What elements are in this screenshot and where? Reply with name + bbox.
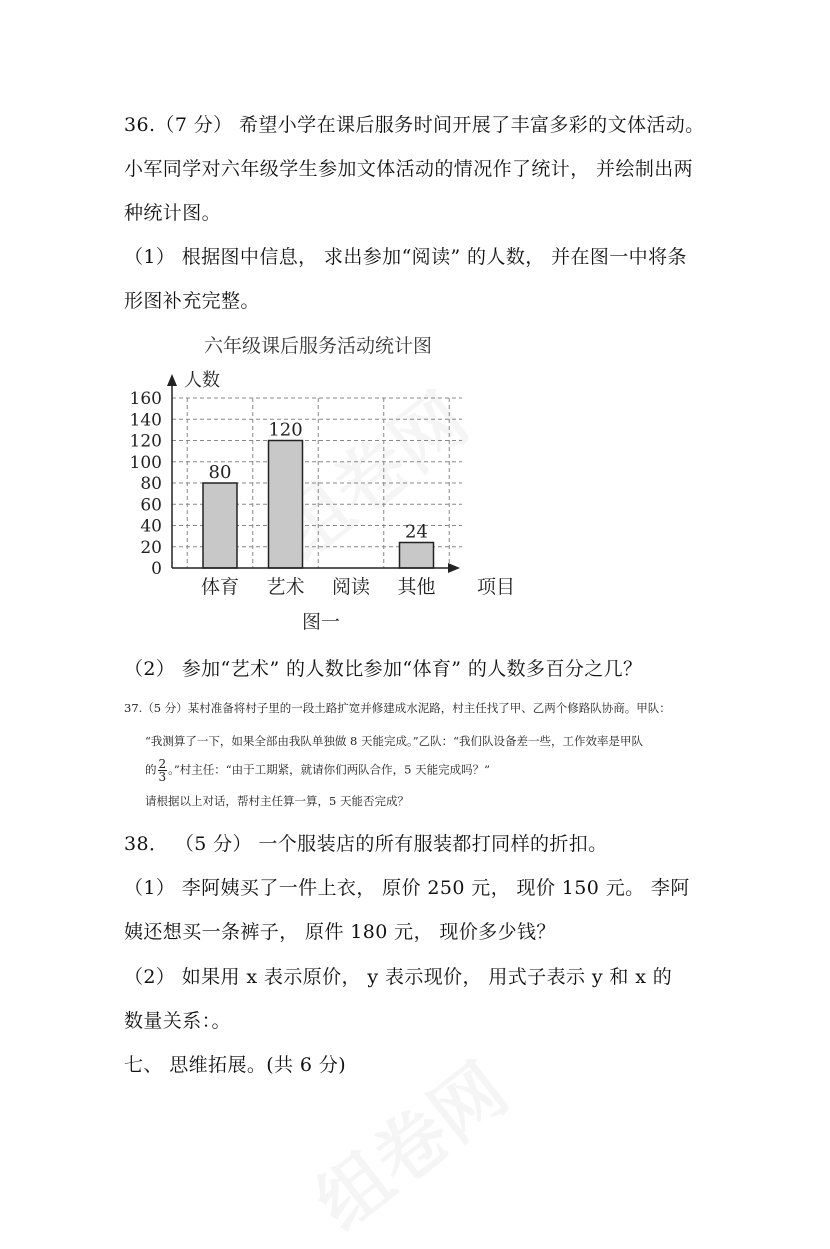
q36-part1-line-2: 形图补充完整。 (124, 290, 260, 312)
q37-line-4: 请根据以上对话，帮村主任算一算，5 天能否完成？ (145, 794, 409, 808)
q38-part1-line-2: 姨还想买一条裤子， 原件 180 元， 现价多少钱？ (124, 921, 556, 943)
q37-line-3-pre: 的 (145, 762, 157, 777)
q36-part1-line-1: （1） 根据图中信息， 求出参加“阅读” 的人数， 并在图一中将条 (124, 246, 687, 268)
section-7-title: 七、 思维拓展。(共 6 分) (124, 1054, 347, 1076)
y-tick-label: 0 (151, 559, 162, 579)
q36-text-line-2: 小军同学对六年级学生参加文体活动的情况作了统计， 并绘制出两 (124, 158, 694, 180)
q36-text-line-1: 36.（7 分） 希望小学在课后服务时间开展了丰富多彩的文体活动。 (124, 114, 705, 136)
q38-part1-line-1: （1） 李阿姨买了一件上衣， 原价 250 元， 现价 150 元。 李阿 (124, 877, 690, 899)
x-category-label: 艺术 (266, 576, 305, 598)
y-tick-label: 100 (129, 452, 162, 473)
chart-caption: 图一 (301, 611, 341, 633)
x-category-label: 体育 (200, 576, 240, 598)
fraction-denominator: 3 (158, 770, 167, 784)
q38-text-line-1: 38． （5 分） 一个服装店的所有服装都打同样的折扣。 (124, 833, 608, 855)
data-label: 24 (405, 521, 428, 543)
y-tick-label: 120 (129, 431, 162, 452)
y-tick-label: 140 (129, 410, 162, 431)
x-category-label: 阅读 (331, 576, 371, 598)
y-axis-arrow (167, 374, 177, 386)
q38-part2-line-1: （2） 如果用 x 表示原价， y 表示现价， 用式子表示 y 和 x 的 (124, 966, 673, 988)
fraction-numerator: 2 (158, 757, 167, 771)
fraction-two-thirds (158, 758, 168, 783)
q38-part2-line-2: 数量关系：。 (124, 1010, 231, 1032)
q36-part2: （2） 参加“艺术” 的人数比参加“体育” 的人数多百分之几？ (124, 658, 643, 680)
bar-其他 (400, 543, 434, 569)
bar-chart (118, 322, 558, 634)
q36-text-line-3: 种统计图。 (124, 202, 222, 224)
x-axis-label: 项目 (476, 576, 516, 598)
q37-line-2: “我测算了一下，如果全部由我队单独做 8 天能完成。”乙队：“我们队设备差一些，工作效率是甲队 (145, 734, 644, 748)
y-tick-label: 80 (140, 474, 162, 494)
x-category-label: 其他 (397, 576, 436, 598)
y-axis-label: 人数 (184, 370, 220, 391)
bar-艺术 (269, 441, 303, 569)
y-tick-labels (130, 389, 162, 579)
q37-line-3-post: 。”村主任：“由于工期紧，就请你们两队合作，5 天能完成吗？” (168, 762, 490, 777)
q37-line-3 (145, 758, 490, 783)
y-tick-label: 40 (140, 516, 162, 537)
chart-title: 六年级课后服务活动统计图 (203, 335, 433, 357)
data-label: 120 (268, 419, 303, 441)
data-label: 80 (208, 462, 232, 483)
x-axis-arrow (448, 563, 460, 573)
q37-line-1: 37.（5 分）某村准备将村子里的一段土路扩宽并修建成水泥路，村主任找了甲、乙两个修路队协商。甲队： (124, 701, 671, 715)
x-category-labels (201, 576, 436, 598)
bar-体育 (203, 483, 237, 568)
y-tick-label: 160 (129, 389, 162, 409)
y-tick-label: 60 (140, 495, 162, 516)
y-tick-label: 20 (140, 537, 162, 558)
